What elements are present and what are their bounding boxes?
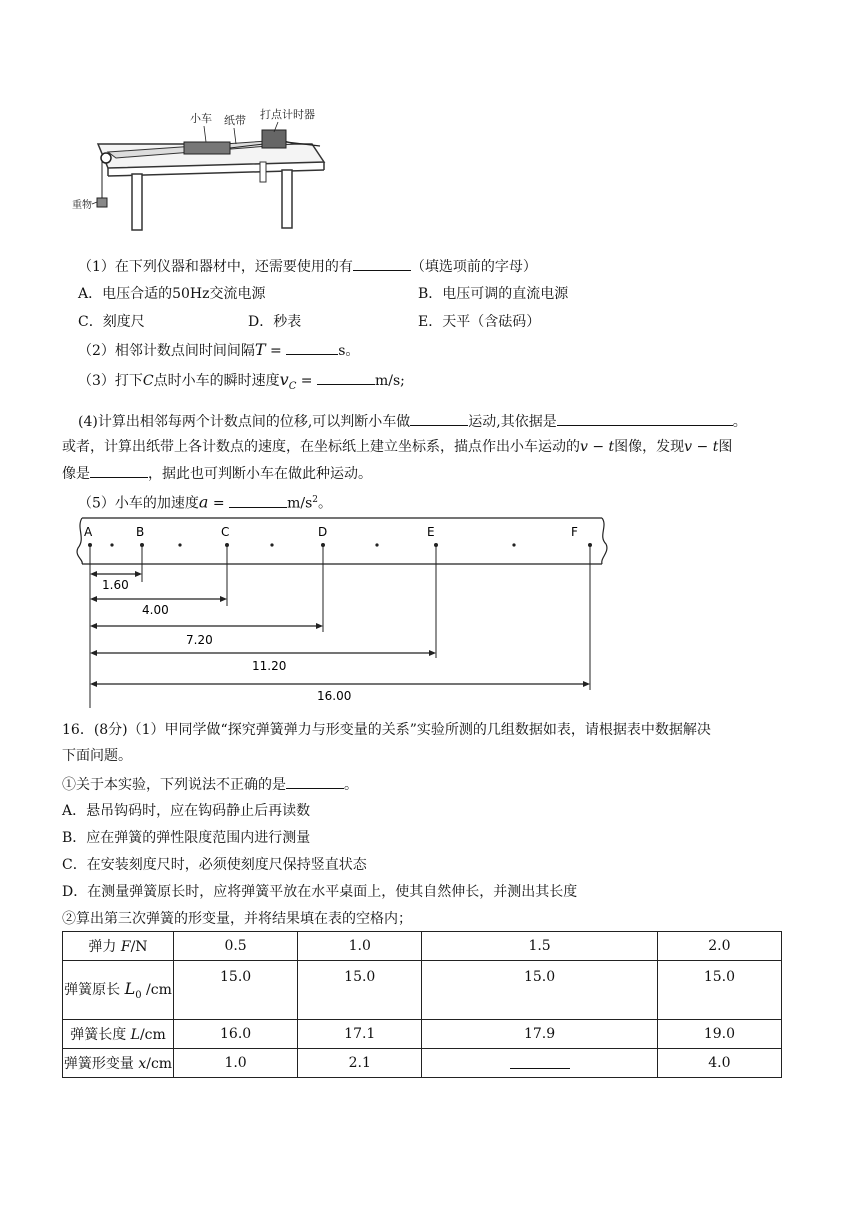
answer-blank[interactable]: [286, 340, 338, 355]
equals: =: [208, 495, 230, 512]
unit: m/s: [287, 495, 313, 512]
part4-text-f: 像是: [62, 466, 90, 482]
weight: [97, 198, 107, 207]
equals: =: [296, 373, 317, 389]
point-label: D: [318, 525, 328, 539]
part3-text-b: 点时小车的瞬时速度: [153, 373, 280, 389]
tape-point-e: [427, 525, 438, 658]
unit: s。: [338, 343, 360, 359]
table-cell: 16.0: [174, 1020, 298, 1049]
row-header: 弹簧长度 L/cm: [63, 1020, 174, 1049]
tape-figure: [72, 512, 612, 712]
q15-option-a: A．电压合适的50Hz交流电源: [78, 286, 266, 302]
q16-option-c: C．在安装刻度尺时，必须使刻度尺保持竖直状态: [62, 857, 367, 873]
answer-blank[interactable]: [510, 1054, 570, 1069]
point-label: E: [427, 525, 435, 539]
q16-option-d: D．在测量弹簧原长时，应将弹簧平放在水平桌面上，使其自然伸长，并测出其长度: [62, 884, 578, 900]
q16-option-b: B．应在弹簧的弹性限度范围内进行测量: [62, 830, 311, 846]
tape-point-c: [221, 525, 229, 606]
table-cell: 1.5: [422, 932, 657, 961]
table-leg: [260, 162, 266, 182]
label-weight: 重物: [72, 200, 92, 211]
tape-point-a: [84, 525, 93, 708]
table-cell: 0.5: [174, 932, 298, 961]
var-vt: v − t: [684, 439, 719, 455]
point-label: F: [571, 525, 578, 539]
dimension-af: [90, 681, 590, 703]
part5-text: 小车的加速度: [114, 495, 199, 512]
table-cell: 4.0: [657, 1049, 781, 1078]
tape-right-tear: [602, 518, 607, 564]
part2-text: 相邻计数点间时间间隔: [114, 343, 255, 359]
q16-question2: ②算出第三次弹簧的形变量，并将结果填在表的空格内；: [62, 911, 412, 927]
table-cell: 2.0: [657, 932, 781, 961]
period: 。: [732, 414, 747, 430]
part4-text-b: 运动,其依据是: [468, 414, 557, 430]
q15-part1: [78, 256, 537, 277]
point-label: A: [84, 525, 93, 539]
answer-blank[interactable]: [410, 411, 468, 426]
point-label: B: [136, 525, 145, 539]
tape-point-d: [318, 525, 327, 632]
period: 。: [344, 777, 358, 793]
q15-part4-line1: [78, 411, 747, 432]
unit-sup: 2: [312, 495, 319, 505]
part1-text: 在下列仪器和器材中，还需要使用的有: [114, 259, 353, 275]
q15-part2: [78, 340, 359, 361]
part4-text-d: 图像，发现: [614, 439, 685, 455]
row-header: 弹力 F/N: [63, 932, 174, 961]
part-number: （5）: [78, 495, 115, 512]
answer-blank[interactable]: [557, 411, 733, 426]
q16-question1: [62, 774, 358, 795]
answer-blank[interactable]: [90, 463, 148, 478]
label-cart: 小车: [190, 112, 212, 125]
table-cell: 1.0: [298, 932, 422, 961]
table-leg: [282, 170, 292, 228]
var-a: a: [198, 492, 209, 512]
table-cell: 17.1: [298, 1020, 422, 1049]
dimension-ad: [90, 623, 323, 647]
answer-blank[interactable]: [286, 774, 344, 789]
answer-blank[interactable]: [317, 370, 375, 385]
distance-label: 16.00: [317, 689, 352, 703]
q15-part5: [78, 490, 332, 514]
part-number: （3）: [78, 373, 115, 389]
q15-option-b: B．电压可调的直流电源: [418, 286, 569, 302]
unit: m/s;: [374, 373, 405, 389]
label-tape: 纸带: [224, 114, 246, 127]
spring-data-table: [62, 931, 782, 1078]
part4-text-a: (4)计算出相邻每两个计数点间的位移,可以判断小车做: [78, 414, 411, 430]
part3-text-a: 打下: [114, 373, 143, 389]
tape-point-f: [571, 525, 592, 690]
timer: [262, 130, 286, 148]
q16-intro-line2: 下面问题。: [62, 748, 132, 764]
q1-text: ①关于本实验，下列说法不正确的是: [62, 777, 286, 793]
distance-label: 1.60: [102, 578, 129, 592]
distance-label: 4.00: [142, 603, 169, 617]
table-cell: 1.0: [174, 1049, 298, 1078]
apparatus-figure: [72, 102, 342, 232]
table-cell: 15.0: [422, 961, 657, 1020]
table-leg: [132, 174, 142, 230]
cart: [184, 142, 230, 154]
table-cell: 2.1: [298, 1049, 422, 1078]
answer-blank[interactable]: [353, 256, 411, 271]
table-row: [63, 932, 782, 961]
dimension-ab: [90, 571, 142, 592]
row-header: 弹簧原长 $L_0$ /cm: [63, 961, 174, 1020]
q16-intro-line1: 16．(8分)（1）甲同学做“探究弹簧弹力与形变量的关系”实验所测的几组数据如表，请根据表中数据解决: [62, 722, 711, 738]
table-row: [63, 961, 782, 1020]
equals: =: [265, 343, 287, 359]
var-sub: C: [288, 380, 297, 392]
table-cell: 19.0: [657, 1020, 781, 1049]
row-header: 弹簧形变量 x/cm: [63, 1049, 174, 1078]
q15-part3: [78, 370, 405, 397]
table-row: [63, 1020, 782, 1049]
q15-option-e: E．天平（含砝码）: [418, 314, 541, 330]
period: 。: [318, 495, 333, 512]
var-C: C: [142, 373, 154, 389]
dimension-ac: [90, 596, 227, 617]
part4-text-c: 或者，计算出纸带上各计数点的速度，在坐标纸上建立坐标系，描点作出小车运动的: [62, 439, 580, 455]
var-vt: v − t: [580, 439, 615, 455]
point-label: C: [221, 525, 230, 539]
label-timer: 打点计时器: [260, 108, 315, 121]
table-cell-blank[interactable]: [422, 1049, 657, 1078]
var-v: v: [279, 370, 289, 389]
table-row: [63, 1049, 782, 1078]
part4-text-g: ，据此也可判断小车在做此种运动。: [148, 466, 372, 482]
answer-blank[interactable]: [229, 493, 287, 508]
part-number: （1）: [78, 259, 115, 275]
tape-left-tear: [77, 518, 82, 564]
q15-part4-line2: [62, 437, 732, 457]
var-T: T: [254, 340, 266, 359]
distance-label: 11.20: [252, 659, 287, 673]
part4-text-e: 图: [718, 439, 733, 455]
table-cell: 15.0: [298, 961, 422, 1020]
table-cell: 15.0: [657, 961, 781, 1020]
part1-hint: （填选项前的字母）: [410, 259, 537, 275]
q15-option-d: D．秒表: [248, 314, 302, 330]
part-number: （2）: [78, 343, 115, 359]
q15-option-c: C．刻度尺: [78, 314, 145, 330]
dimension-ae: [90, 650, 436, 673]
table-cell: 17.9: [422, 1020, 657, 1049]
table-cell: 15.0: [174, 961, 298, 1020]
q15-part4-line3: [62, 463, 372, 484]
q16-option-a: A．悬吊钩码时，应在钩码静止后再读数: [62, 803, 311, 819]
distance-label: 7.20: [186, 633, 213, 647]
